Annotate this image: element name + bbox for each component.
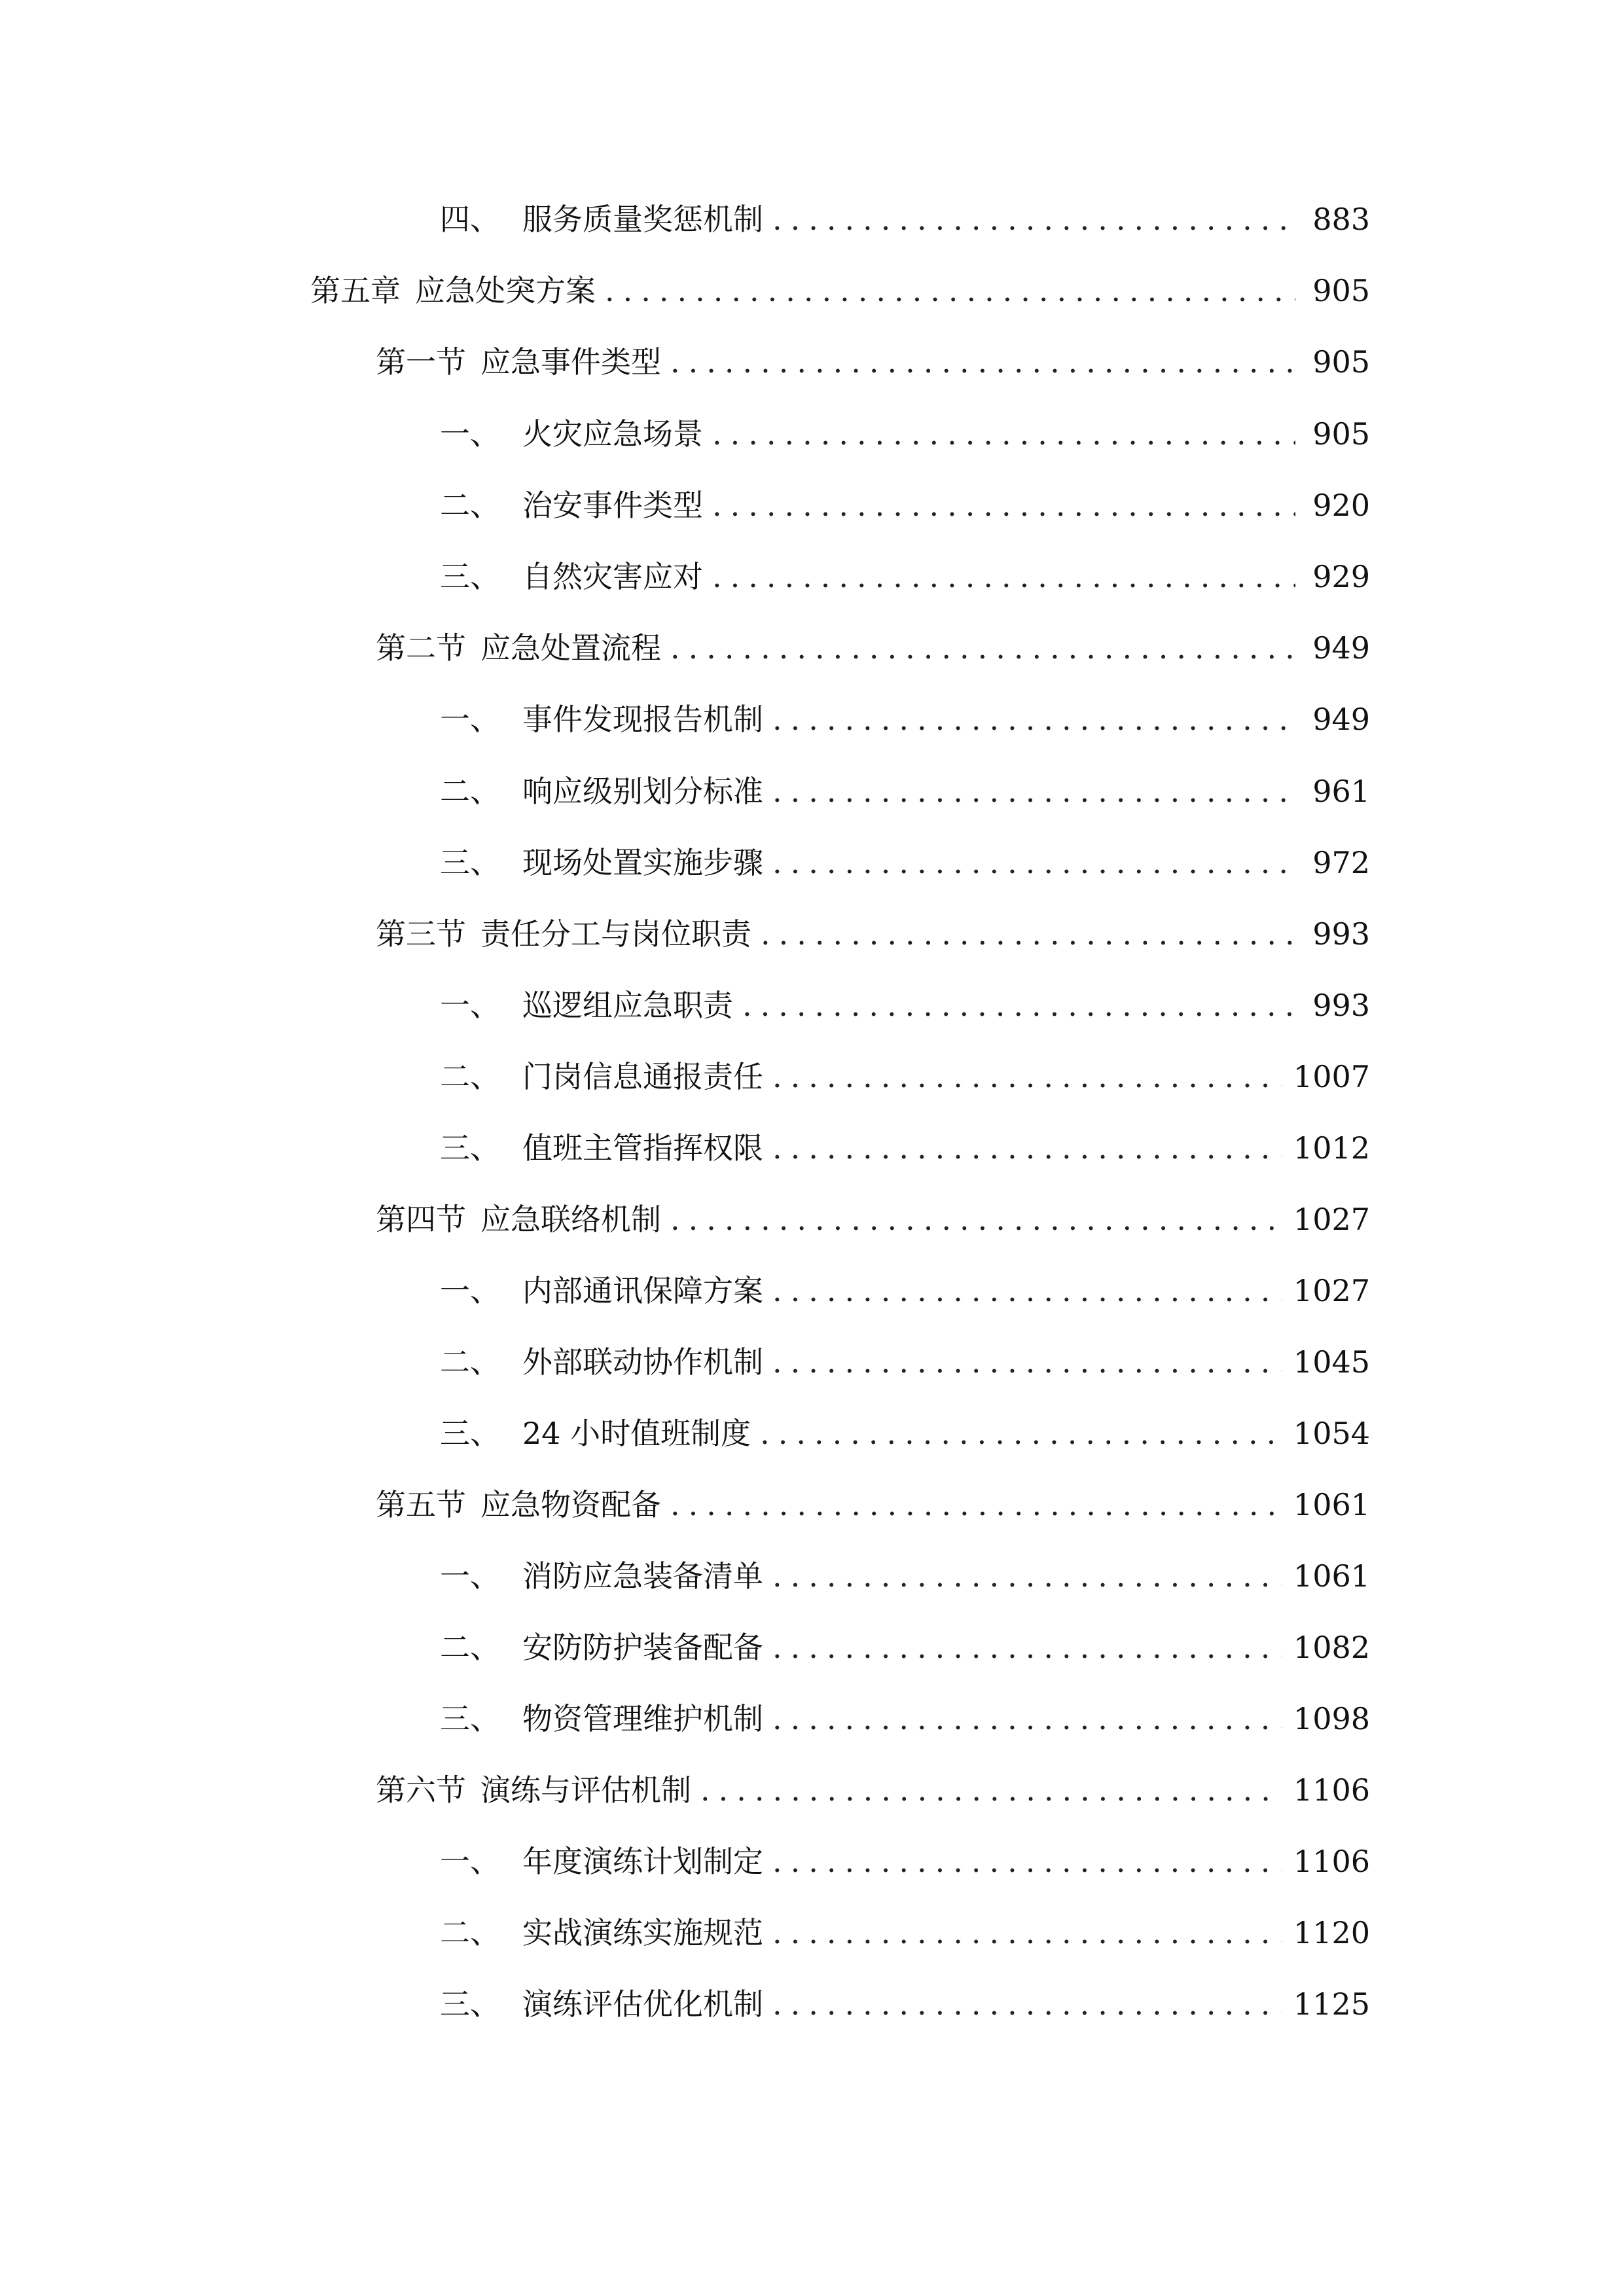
dot-leader [772,1547,1282,1605]
toc-entry-item [440,976,1370,1035]
toc-entry-section [376,1475,1370,1534]
toc-entry-number: 一、 [440,1844,500,1879]
toc-entry-page: 1007 [1293,1059,1370,1094]
toc-entry-title: 治安事件类型 [522,488,703,523]
toc-entry-title: 现场处置实施步骤 [522,845,763,880]
dot-leader [772,1689,1282,1748]
dot-leader [772,833,1295,892]
toc-entry-number: 一、 [440,416,500,452]
toc-entry-page: 1061 [1293,1487,1370,1522]
dot-leader [700,1761,1282,1820]
toc-entry-section [376,1190,1370,1249]
toc-entry-page: 905 [1312,273,1370,308]
dot-leader [772,1975,1282,2034]
toc-entry-number: 一、 [440,988,500,1023]
toc-entry-section [376,332,1370,391]
toc-entry-section [376,1761,1370,1820]
dot-leader [712,476,1295,535]
toc-entry-page: 1027 [1293,1273,1370,1308]
toc-entry-item [440,1047,1370,1106]
toc-entry-title: 责任分工与岗位职责 [480,916,751,952]
toc-entry-title: 服务质量奖惩机制 [522,202,763,237]
toc-entry-title: 外部联动协作机制 [522,1344,763,1380]
toc-entry-item [440,1333,1370,1391]
toc-entry-number: 第二节 [376,630,466,666]
toc-entry-title: 应急物资配备 [480,1487,661,1522]
dot-leader [772,690,1295,749]
dot-leader [772,190,1295,249]
toc-entry-number: 一、 [440,1558,500,1594]
toc-entry-number: 第五章 [310,273,401,308]
toc-entry-page: 905 [1312,344,1370,380]
toc-entry-title: 应急处突方案 [415,273,596,308]
dot-leader [742,976,1295,1035]
toc-entry-title: 门岗信息通报责任 [522,1059,763,1094]
toc-entry-number: 一、 [440,702,500,737]
toc-entry-number: 四、 [440,202,500,237]
toc-entry-number: 第一节 [376,344,466,380]
toc-entry-number: 第四节 [376,1202,466,1237]
dot-leader [670,1190,1282,1249]
toc-entry-title: 应急处置流程 [480,630,661,666]
toc-entry-number: 三、 [440,1130,500,1166]
toc-entry-number: 三、 [440,1986,500,2022]
dot-leader [670,619,1295,677]
toc-entry-page: 905 [1312,416,1370,452]
dot-leader [712,547,1295,606]
dot-leader [772,1333,1282,1391]
toc-entry-title: 年度演练计划制定 [522,1844,763,1879]
toc-entry-page: 1012 [1293,1130,1370,1166]
toc-entry-item [440,1832,1370,1891]
toc-entry-page: 1082 [1293,1630,1370,1665]
toc-entry-item [440,1903,1370,1962]
toc-entry-number: 二、 [440,1059,500,1094]
toc-entry-title: 物资管理维护机制 [522,1701,763,1736]
toc-entry-title: 消防应急装备清单 [522,1558,763,1594]
toc-entry-item [440,476,1370,535]
toc-entry-number: 第三节 [376,916,466,952]
dot-leader [772,1047,1282,1106]
toc-entry-page: 949 [1312,702,1370,737]
toc-entry-item [440,1404,1370,1463]
toc-entry-number: 二、 [440,488,500,523]
toc-entry-item [440,1547,1370,1605]
toc-entry-item [440,1975,1370,2034]
toc-entry-page: 1061 [1293,1558,1370,1594]
dot-leader [712,404,1295,463]
toc-entry-item [440,547,1370,606]
toc-entry-page: 1106 [1293,1772,1370,1808]
toc-entry-section [376,905,1370,963]
toc-entry-item [440,1119,1370,1177]
dot-leader [670,332,1295,391]
toc-entry-item [440,690,1370,749]
toc-entry-item [440,404,1370,463]
dot-leader [772,1832,1282,1891]
toc-entry-title: 安防防护装备配备 [522,1630,763,1665]
toc-entry-page: 929 [1312,559,1370,594]
toc-entry-number: 一、 [440,1273,500,1308]
toc-entry-title: 自然灾害应对 [522,559,703,594]
toc-entry-number: 三、 [440,1416,500,1451]
toc-entry-page: 1098 [1293,1701,1370,1736]
toc-entry-page: 949 [1312,630,1370,666]
toc-entry-title: 24 小时值班制度 [522,1416,751,1451]
dot-leader [760,1404,1282,1463]
toc-entry-page: 883 [1312,202,1370,237]
toc-entry-item [440,1689,1370,1748]
toc-entry-title: 应急联络机制 [480,1202,661,1237]
toc-entry-title: 内部通讯保障方案 [522,1273,763,1308]
toc-entry-page: 972 [1312,845,1370,880]
toc-entry-number: 三、 [440,845,500,880]
toc-entry-page: 1027 [1293,1202,1370,1237]
dot-leader [772,1903,1282,1962]
dot-leader [772,762,1295,821]
dot-leader [605,261,1295,320]
dot-leader [772,1261,1282,1320]
toc-entry-title: 值班主管指挥权限 [522,1130,763,1166]
toc-entry-page: 1120 [1293,1915,1370,1950]
toc-entry-page: 993 [1312,988,1370,1023]
toc-entry-title: 巡逻组应急职责 [522,988,733,1023]
toc-entry-number: 三、 [440,1701,500,1736]
toc-entry-page: 961 [1312,774,1370,809]
dot-leader [761,905,1295,963]
toc-entry-number: 二、 [440,1344,500,1380]
toc-entry-number: 第六节 [376,1772,466,1808]
toc-entry-title: 事件发现报告机制 [522,702,763,737]
toc-entry-item [440,1261,1370,1320]
toc-entry-number: 二、 [440,774,500,809]
dot-leader [670,1475,1282,1534]
dot-leader [772,1618,1282,1677]
toc-entry-item [440,762,1370,821]
toc-entry-number: 第五节 [376,1487,466,1522]
toc-entry-page: 1125 [1293,1986,1370,2022]
toc-entry-number: 三、 [440,559,500,594]
toc-entry-number: 二、 [440,1915,500,1950]
toc-entry-title: 应急事件类型 [480,344,661,380]
toc-entry-title: 演练评估优化机制 [522,1986,763,2022]
toc-entry-title: 演练与评估机制 [480,1772,691,1808]
dot-leader [772,1119,1282,1177]
toc-entry-section [376,619,1370,677]
toc-entry-title: 火灾应急场景 [522,416,703,452]
toc-entry-title: 实战演练实施规范 [522,1915,763,1950]
toc-entry-page: 993 [1312,916,1370,952]
toc-entry-page: 1106 [1293,1844,1370,1879]
toc-entry-chapter [310,261,1370,320]
toc-entry-item [440,190,1370,249]
toc-entry-number: 二、 [440,1630,500,1665]
toc-entry-page: 920 [1312,488,1370,523]
toc-entry-page: 1045 [1293,1344,1370,1380]
toc-entry-item [440,833,1370,892]
toc-entry-page: 1054 [1293,1416,1370,1451]
toc-entry-title: 响应级别划分标准 [522,774,763,809]
toc-entry-item [440,1618,1370,1677]
